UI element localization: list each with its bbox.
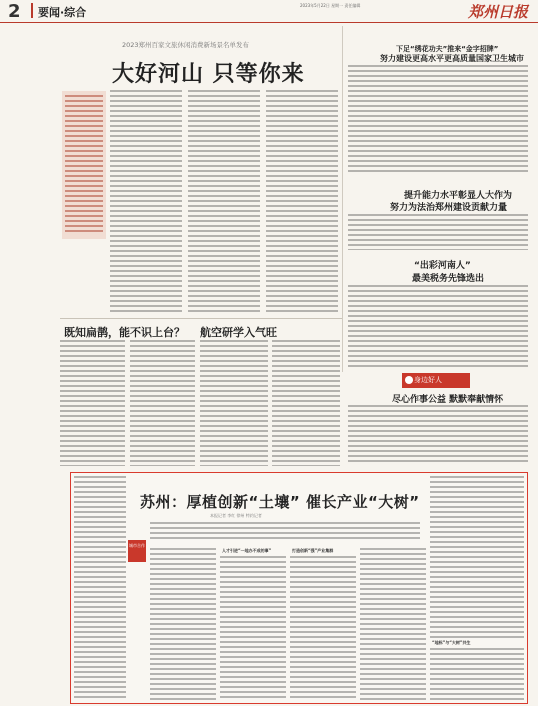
feature-intro <box>150 522 420 542</box>
right-story2-subtitle: 努力为法治郑州建设贡献力量 <box>390 203 508 213</box>
section-rule <box>60 318 342 319</box>
lead-body-col2 <box>188 90 260 315</box>
feature-col5b <box>430 648 524 700</box>
lead-headline: 大好河山 只等你来 <box>112 62 305 87</box>
feature-tag: 城市合作 <box>128 540 146 562</box>
middle-right-col1 <box>200 340 268 466</box>
lead-summary-box <box>62 91 106 239</box>
feature-col1 <box>150 548 216 700</box>
badge-icon <box>405 376 413 384</box>
middle-right-col2 <box>272 340 340 466</box>
feature-section-head-2: 打造创新“强”产业集群 <box>292 548 334 553</box>
lead-body-col3 <box>266 90 338 315</box>
feature-person-subtitle: 最美税务先锋选出 <box>412 274 485 284</box>
feature-headline: 苏州：厚植创新“土壤” 催长产业“大树” <box>140 493 420 511</box>
column-rule <box>342 26 343 372</box>
badge-story-body <box>348 405 528 465</box>
middle-left-title: 既知扁鹊，能不识上台？ <box>64 326 185 339</box>
right-story-body <box>348 65 528 137</box>
feature-section-head-3: “地标”与“大树”共生 <box>432 640 471 645</box>
feature-person-title: “出彩河南人” <box>414 261 471 271</box>
feature-col2 <box>220 556 286 700</box>
section-name: 要闻·综合 <box>38 6 87 19</box>
header-divider <box>31 3 33 18</box>
good-people-badge: 身边好人 <box>402 373 470 388</box>
feature-left-col <box>74 476 126 700</box>
middle-right-title: 航空研学入气旺 <box>200 326 277 339</box>
page-number: 2 <box>8 1 21 22</box>
right-story2-title: 提升能力水平彰显人大作为 <box>404 191 513 201</box>
feature-section-head-1: 人才引进“一地办不成的事” <box>222 548 272 553</box>
right-story-subtitle: 努力建设更高水平更高质量国家卫生城市 <box>380 54 524 63</box>
right-story2-body <box>348 214 528 250</box>
middle-left-col2 <box>130 340 195 466</box>
feature-col5 <box>430 476 524 638</box>
lead-body-col1 <box>110 90 182 315</box>
middle-left-col1 <box>60 340 125 466</box>
lead-kicker: 2023郑州百家文旅休闲消费新场景名单发布 <box>122 41 250 49</box>
feature-col4 <box>360 548 426 700</box>
feature-person-body <box>348 285 528 367</box>
feature-col3 <box>290 556 356 700</box>
right-story-title: 下足“绣花功夫”推来“金字招牌” <box>396 45 499 53</box>
page-header <box>0 0 538 23</box>
header-meta: 2023年5月22日 星期一 责任编辑 <box>300 3 361 8</box>
masthead-logo: 郑州日报 <box>467 3 528 21</box>
feature-byline: 本报记者 李红 徐州 特约记者 <box>210 513 262 518</box>
right-story-body-2 <box>348 140 528 172</box>
badge-story-title: 尽心作事公益 默默奉献情怀 <box>392 395 504 405</box>
